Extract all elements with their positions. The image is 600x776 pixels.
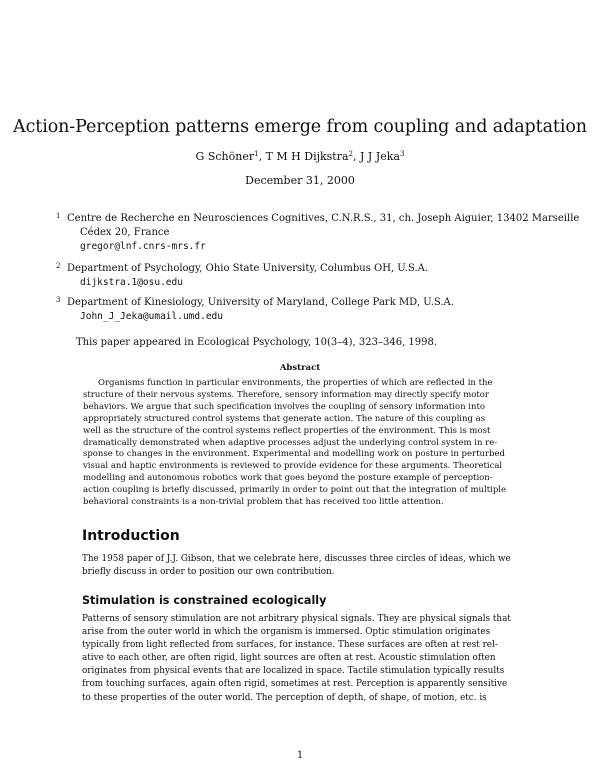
paper-date: December 31, 2000 [245, 174, 355, 187]
paragraph-line: ative to each other, are often rigid, light sources are often at rest. Acoustic stimulation often [82, 653, 496, 664]
affiliation-email: John_J_Jeka@umail.umd.edu [80, 311, 223, 322]
abstract-line: action coupling is briefly discussed, primarily in order to point out that the integration of multiple [83, 485, 507, 496]
affiliation-email: gregor@lnf.cnrs-mrs.fr [80, 241, 206, 252]
author-name: T M H Dijkstra [265, 150, 349, 163]
affiliation-text: Centre de Recherche en Neurosciences Cognitives, C.N.R.S., 31, ch. Joseph Aiguier, 13402 Marseille [67, 213, 580, 224]
affiliation-text: Department of Psychology, Ohio State University, Columbus OH, U.S.A. [67, 263, 429, 274]
affiliation-number: 2 [56, 262, 61, 270]
abstract-line: dramatically demonstrated when adaptive processes adjust the underlying control system in re- [83, 437, 498, 448]
paragraph-line: arise from the outer world in which the organism is immersed. Optic stimulation originates [82, 627, 491, 638]
author-name: G Schöner [195, 150, 255, 163]
paragraph-line: Patterns of sensory stimulation are not arbitrary physical signals. They are physical signals that [82, 614, 511, 624]
introduction-paragraph [82, 553, 519, 579]
abstract-line: appropriately structured control systems that generate action. The nature of this coupling as [83, 413, 486, 424]
abstract-line: visual and haptic environments is reviewed to provide evidence for these arguments. Theoretical [83, 461, 503, 472]
author-list: G Schöner$^1$, T M H Dijkstra$^2$, J J Jeka$^3$ [195, 150, 405, 163]
author-name: J J Jeka [360, 150, 400, 163]
publication-note: This paper appeared in Ecological Psychology, 10(3–4), 323–346, 1998. [76, 337, 438, 348]
affiliation-number: 3 [56, 296, 61, 304]
stimulation-paragraph [82, 613, 519, 705]
subsection-heading-stimulation: Stimulation is constrained ecologically [82, 594, 327, 607]
author-affil-mark: 3 [399, 150, 405, 158]
section-heading-introduction: Introduction [82, 528, 180, 544]
affiliation-2 [56, 262, 556, 290]
abstract-line: behaviors. We argue that such specification involves the coupling of sensory information into [83, 401, 485, 412]
paragraph-line: briefly discuss in order to position our own contribution. [82, 567, 335, 577]
author-affil-mark: 1 [254, 150, 259, 158]
abstract-line: behavioral constraints is a non-trivial problem that has received too little attention. [83, 497, 444, 508]
affiliation-text: Department of Kinesiology, University of Maryland, College Park MD, U.S.A. [67, 297, 454, 308]
abstract-line: modelling and autonomous robotics work that goes beyond the posture example of perception- [83, 473, 493, 484]
paragraph-line: The 1958 paper of J.J. Gibson, that we celebrate here, discusses three circles of ideas, which we [82, 554, 511, 564]
paragraph-line: originates from physical events that are localized in space. Tactile stimulation typically results [82, 666, 505, 677]
affiliation-text: Cédex 20, France [80, 227, 170, 238]
abstract-body [83, 378, 518, 509]
affiliation-1 [56, 212, 580, 254]
paragraph-line: typically from light reflected from surfaces, for instance. These surfaces are often at rest rel- [82, 640, 498, 651]
abstract-line: Organisms function in particular environments, the properties of which are reflected in the [98, 378, 493, 388]
author-affil-mark: 2 [348, 150, 354, 158]
affiliation-email: dijkstra.1@osu.edu [80, 277, 183, 288]
abstract-line: sponse to changes in the environment. Experimental and modelling work on posture in perturbed [83, 449, 505, 460]
paper-title: Action-Perception patterns emerge from coupling and adaptation [13, 117, 587, 137]
abstract-heading: Abstract [279, 363, 321, 373]
paragraph-line: to these properties of the outer world. The perception of depth, of shape, of motion, etc. is [82, 692, 487, 703]
affiliation-number: 1 [56, 212, 61, 220]
affiliation-3 [56, 296, 556, 324]
paragraph-line: from touching surfaces, again often rigid, sometimes at rest. Perception is apparently sensitive [82, 679, 508, 690]
abstract-line: structure of their nervous systems. Therefore, sensory information may directly specify motor [83, 389, 489, 400]
page-number: 1 [296, 750, 304, 761]
abstract-line: well as the structure of the control systems reflect properties of the environment. This is most [83, 425, 491, 436]
